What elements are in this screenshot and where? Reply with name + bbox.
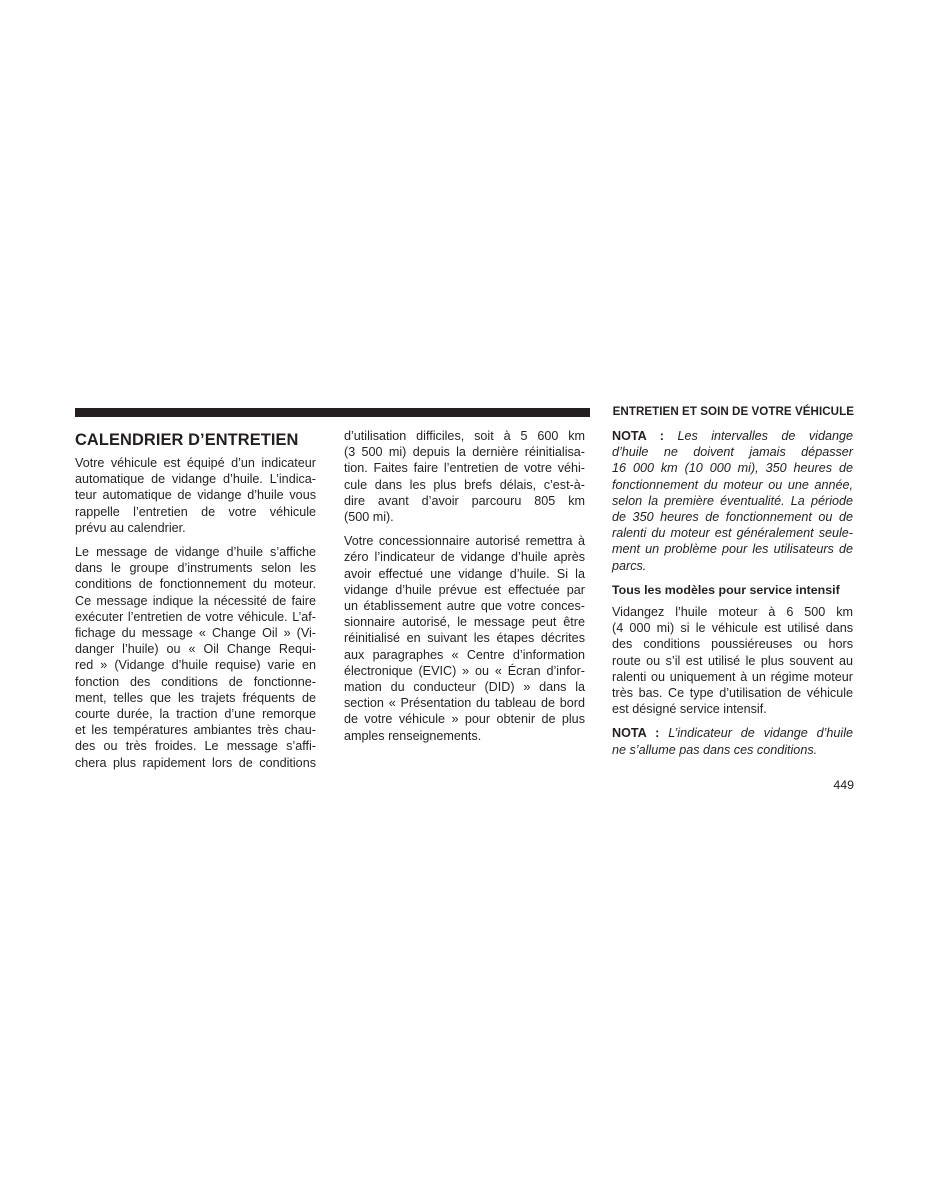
header-rule [75, 408, 590, 417]
note-label: NOTA : [612, 429, 664, 443]
note-indicator: NOTA : L’indicateur de vidange d’huile ne s’allume pas dans ces conditions. [612, 726, 853, 757]
running-header: ENTRETIEN ET SOIN DE VOTRE VÉHICULE [612, 405, 854, 418]
paragraph-intro: Votre véhicule est équipé d’un indicateur automatique de vidange d’huile. L’indica- teur automatique de vidange d’huile vous rappelle l’entretien de votre véhicule prévu au calendrier. [75, 456, 316, 535]
column-left [75, 428, 316, 779]
paragraph-severe-service: Vidangez l’huile moteur à 6 500 km (4 000 mi) si le véhicule est utilisé dans des conditions poussiéreuses ou hors route ou s’il est utilisé le plus souvent au ralenti ou uniquement à un régime moteur très bas. Ce type d’utilisation de véhicule est désigné service intensif. [612, 605, 853, 717]
paragraph-oil-message: Le message de vidange d’huile s’affiche dans le groupe d’instruments selon les conditions de fonctionnement du moteur. Ce message indique la nécessité de faire exécuter l’entretien de votre véhicule. L’af- fichage du message « Change Oil » (Vi- danger l’huile) ou « Oil Change Requi- red » (Vidange d’huile requise) varie en fonction des conditions de fonctionne- ment, telles que les trajets fréquents de courte durée, la traction d’une remorque et les températures ambiantes très chau- des ou très froides. Le message s’affi- chera plus rapidement lors de conditions [75, 545, 316, 770]
note-label: NOTA : [612, 726, 660, 741]
paragraph-continued: d’utilisation difficiles, soit à 5 600 km (3 500 mi) depuis la dernière réinitialisa- tion. Faites faire l’entretien de votre véhi- cule dans les plus brefs délais, c’est-à- dire avant d’avoir parcouru 805 km (500 mi). [344, 429, 585, 525]
page-number: 449 [833, 778, 854, 792]
note-intervals: NOTA : Les intervalles de vidange d’huile ne doivent jamais dépasser 16 000 km (10 000 mi), 350 heures de fonctionnement du moteur ou une année, selon la première éventualité. La période de 350 heures de fonctionnement ou de ralenti du moteur est généralement seule- ment un problème pour les utilisateurs de parcs. [612, 429, 854, 573]
section-title: CALENDRIER D’ENTRETIEN [75, 431, 299, 449]
column-middle [344, 428, 585, 752]
column-right [612, 428, 853, 766]
paragraph-reset: Votre concessionnaire autorisé remettra à zéro l’indicateur de vidange d’huile après avoir effectué une vidange d’huile. Si la vidange d’huile prévue est effectuée par un établissement autre que votre conces- sionnaire autorisé, le message peut être réinitialisé en suivant les étapes décrites aux paragraphes « Centre d’information électronique (EVIC) » ou « Écran d’infor- mation du conducteur (DID) » dans la section « Présentation du tableau de bord de votre véhicule » pour obtenir de plus amples renseignements. [344, 534, 585, 743]
subheading-severe-service: Tous les modèles pour service intensif [612, 582, 840, 597]
